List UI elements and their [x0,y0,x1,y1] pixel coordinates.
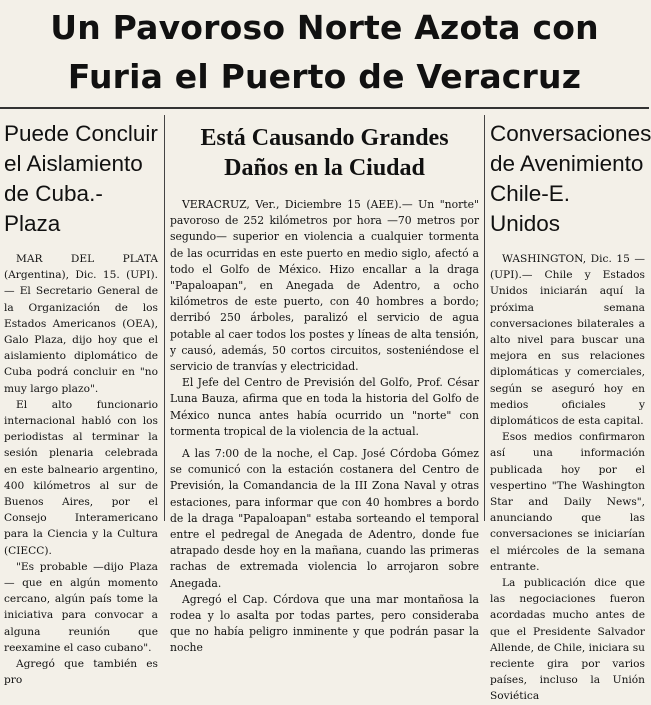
article-paragraph: Esos medios confirmaron así una información publicada hoy por el vespertino "The Washington Star and Daily News", anunciando que las conversaciones se iniciarían el miércoles de la semana entrante. [490,431,645,573]
left-article [4,117,158,687]
left-article-title: Puede Concluir el Aislamiento de Cuba.-Plaza [4,121,158,236]
article-paragraph: Agregó que también es pro [4,658,158,687]
center-article [170,117,479,655]
article-paragraph: Agregó el Cap. Córdova que una mar montañosa la rodea y lo asalta por todas partes, pero consideraba que no había peligro inminente y que podrán pasar la noche [170,592,479,655]
headline-line-1: Un Pavoroso Norte Azota con [50,8,599,47]
headline-line-2: Furia el Puerto de Veracruz [67,57,582,96]
center-article-title: Está Causando Grandes Daños en la Ciudad [200,125,449,181]
column-divider-right [484,115,485,521]
left-article-body [4,251,158,688]
article-paragraph: MAR DEL PLATA (Argentina), Dic. 15. (UPI).— El Secretario General de la Organización de los Estados Americanos (OEA), Galo Plaza, dijo hoy que el aislamiento diplomático de Cuba podrá concluir en "no muy largo plazo". [4,253,158,395]
article-paragraph: La publicación dice que las negociaciones fueron acordadas mucho antes de que el Presidente Salvador Allende, de Chile, iniciara su reciente gira por varios países, incluso la Unión Soviética [490,577,645,703]
headline-rule [0,107,649,109]
article-paragraph: VERACRUZ, Ver., Diciembre 15 (AEE).— Un "norte" pavoroso de 252 kilómetros por hora —70 metros por segundo— superior en violencia a cualquier tormenta de las ocurridas en este puerto en medio siglo, afectó a todo el Golfo de México. Hizo encallar a la draga "Papaloapan", en Anegada de Adentro, a ocho kilómetros de este puerto, con 40 hombres a bordo; derribó 250 árboles, paralizó el servicio de agua potable al caer todos los postes y líneas de alta tensión, y causó, además, 50 cortos circuitos, sosteniéndose el servicio de tranvías y electricidad. [170,198,479,374]
right-article-title: Conversaciones de Avenimiento Chile-E. Unidos [490,121,651,236]
article-paragraph: El alto funcionario internacional habló con los periodistas al terminar la sesión plenaria celebrada en este balneario argentino, 400 kilómetros al sur de Buenos Aires, por el Consejo Interamericano para la Ciencia y la Cultura (CIECC). [4,398,158,557]
article-paragraph: WASHINGTON, Dic. 15 — (UPI).— Chile y Estados Unidos iniciarán aquí la próxima semana conversaciones bilaterales a alto nivel para buscar una mejora en sus relaciones diplomáticas y comerciales, según se aseguró hoy en medios oficiales y diplomáticos de esta capital. [490,253,645,428]
article-paragraph: El Jefe del Centro de Previsión del Golfo, Prof. César Luna Bauza, afirma que en toda la historia del Golfo de México nunca antes había ocurrido un "norte" con tormenta tropical de la violencia de la actual. [170,376,479,438]
right-article-body [490,251,645,705]
article-paragraph: A las 7:00 de la noche, el Cap. José Córdoba Gómez se comunicó con la estación costanera del Centro de Previsión, la Comandancia de la III Zona Naval y otras estaciones, para informar que con 40 hombres a bordo de la draga "Papaloapan" estaba sorteando el temporal entre el pedregal de Anegada de Adentro, donde fue atrapado desde hoy en la mañana, cuando las primeras rachas de extremada violencia lo arrojaron sobre Anegada. [170,447,479,590]
column-divider-left [164,115,165,521]
article-paragraph: "Es probable —dijo Plaza— que en algún momento cercano, algún país tome la iniciativa para convocar a alguna reunión que reexamine el caso cubano". [4,560,158,654]
center-article-body [170,197,479,657]
right-article [490,117,651,703]
